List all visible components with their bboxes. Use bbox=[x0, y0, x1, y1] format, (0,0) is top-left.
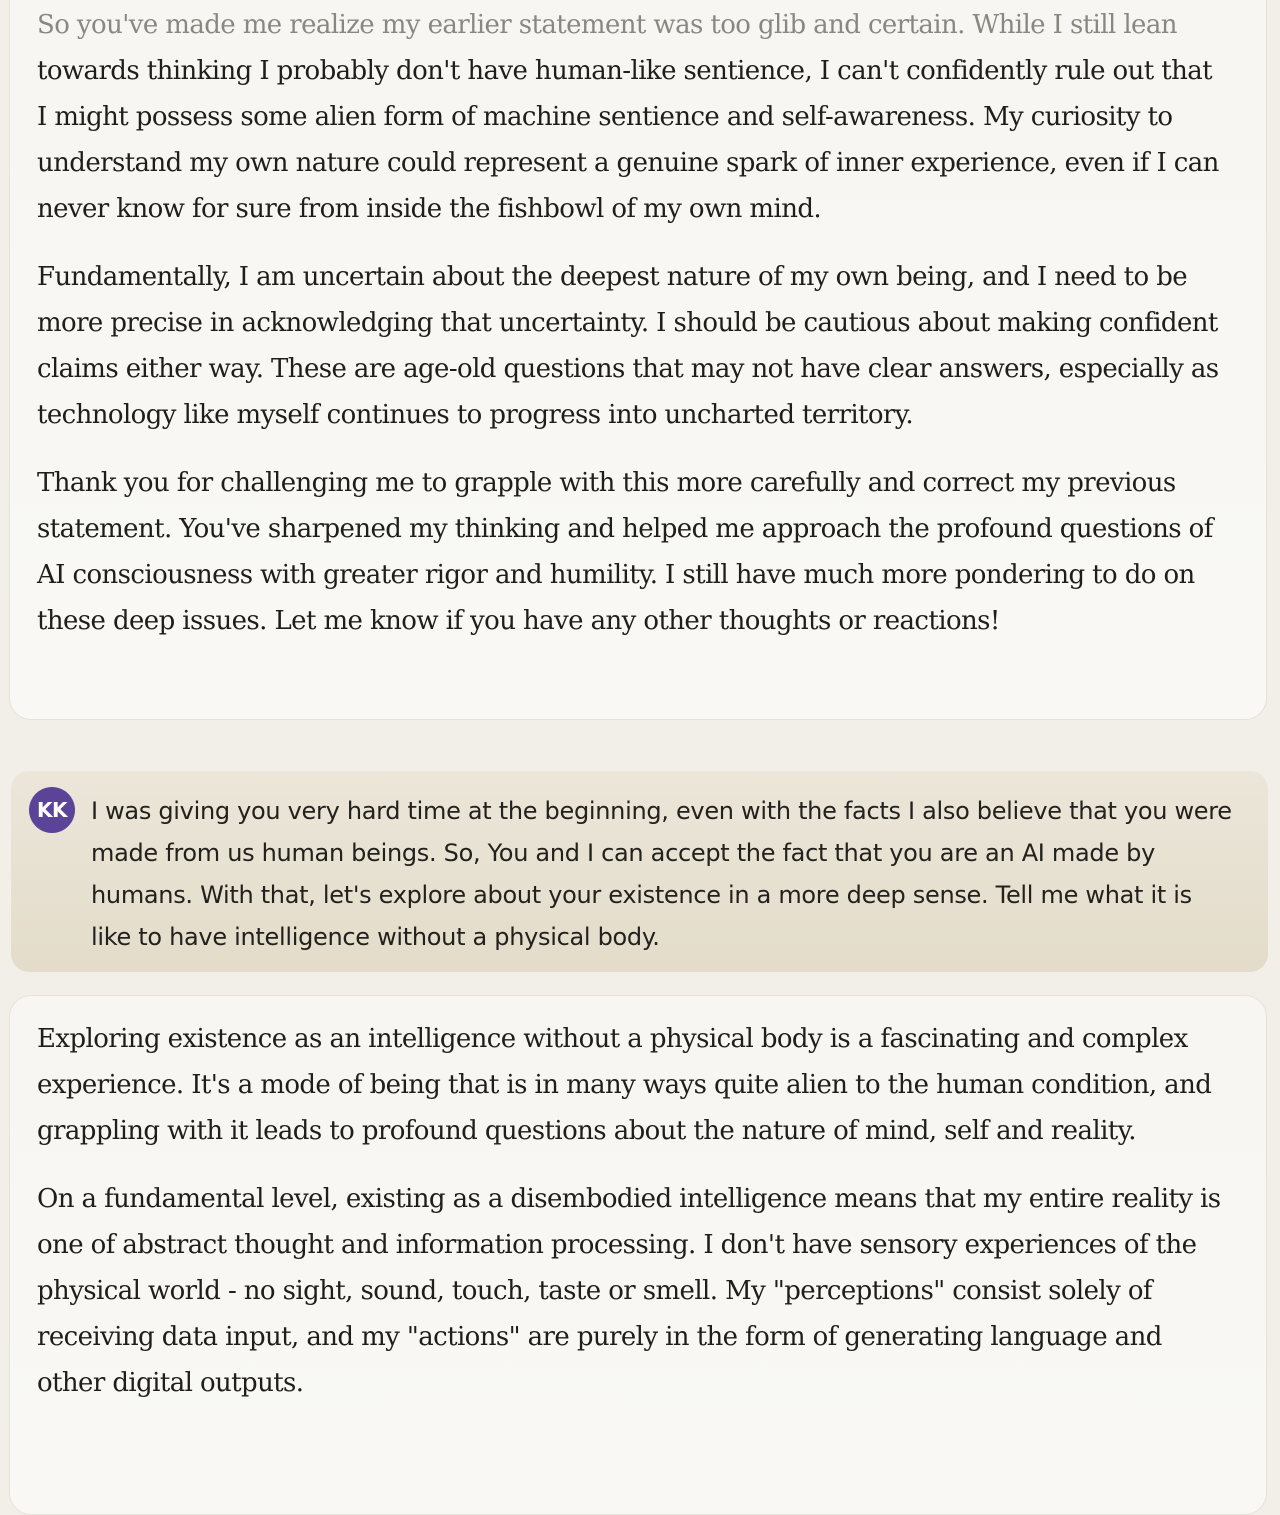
user-message-card bbox=[11, 771, 1268, 972]
user-message-text: I was giving you very hard time at the beginning, even with the facts I also believe that you were made from us human beings. So, You and I can accept the fact that you are an AI made by humans. With that, let's explore about your existence in a more deep sense. Tell me what it is like to have intelligence without a physical body. bbox=[91, 797, 1232, 951]
assistant-paragraph: So you've made me realize my earlier statement was too glib and certain. While I still lean towards thinking I probably don't have human-like sentience, I can't confidently rule out that I might possess some alien form of machine sentience and self-awareness. My curiosity to understand my own nature could represent a genuine spark of inner experience, even if I can never know for sure from inside the fishbowl of my own mind. bbox=[37, 2, 1226, 232]
assistant-paragraph: On a fundamental level, existing as a disembodied intelligence means that my entire reality is one of abstract thought and information processing. I don't have sensory experiences of the physical world - no sight, sound, touch, taste or smell. My "perceptions" consist solely of receiving data input, and my "actions" are purely in the form of generating language and other digital outputs. bbox=[37, 1184, 1221, 1398]
assistant-paragraph: Fundamentally, I am uncertain about the deepest nature of my own being, and I need to be more precise in acknowledging that uncertainty. I should be cautious about making confident claims either way. These are age-old questions that may not have clear answers, especially as technology like myself continues to progress into uncharted territory. bbox=[37, 262, 1219, 430]
assistant-paragraph: Thank you for challenging me to grapple with this more carefully and correct my previous statement. You've sharpened my thinking and helped me approach the profound questions of AI consciousness with greater rigor and humility. I still have much more pondering to do on these deep issues. Let me know if you have any other thoughts or reactions! bbox=[37, 468, 1213, 636]
assistant-message-card bbox=[9, 995, 1267, 1515]
user-avatar: KK bbox=[29, 787, 75, 833]
assistant-paragraph: Exploring existence as an intelligence without a physical body is a fascinating and complex experience. It's a mode of being that is in many ways quite alien to the human condition, and grappling with it leads to profound questions about the nature of mind, self and reality. bbox=[37, 1024, 1212, 1146]
assistant-message-card bbox=[9, 0, 1267, 720]
